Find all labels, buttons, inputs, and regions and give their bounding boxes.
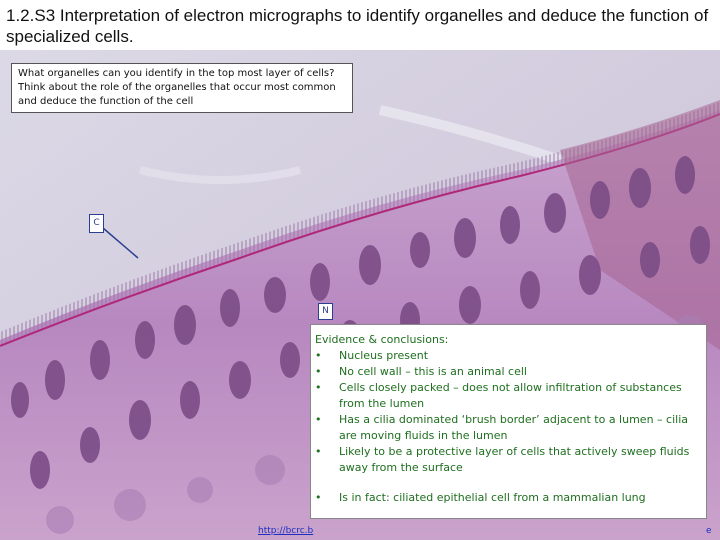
bullet: • — [315, 381, 322, 394]
bullet: • — [315, 445, 322, 458]
bullet: • — [315, 491, 322, 504]
evidence-item: • Cells closely packed – does not allow infiltration of substances from the lumen — [315, 381, 682, 410]
bullet: • — [315, 413, 322, 426]
title-bar — [0, 0, 720, 50]
evidence-heading: Evidence & conclusions: — [315, 333, 449, 346]
label-c: C — [89, 214, 104, 233]
evidence-item: • Has a cilia dominated ‘brush border’ adjacent to a lumen – cilia are moving fluids in the lumen — [315, 413, 688, 442]
evidence-list — [315, 348, 702, 506]
evidence-item: • Likely to be a protective layer of cells that actively sweep fluids away from the surface — [315, 445, 690, 474]
question-box: What organelles can you identify in the top most layer of cells? Think about the role of the organelles that occur most common and deduce the function of the cell — [11, 63, 353, 113]
evidence-item: • No cell wall – this is an animal cell — [315, 365, 527, 378]
source-link[interactable]: http://bcrc.b — [258, 526, 314, 536]
source-link-end[interactable]: e — [706, 526, 712, 536]
bullet: • — [315, 365, 322, 378]
evidence-item: • Nucleus present — [315, 349, 429, 362]
bullet: • — [315, 349, 322, 362]
evidence-item: • Is in fact: ciliated epithelial cell from a mammalian lung — [315, 491, 646, 504]
label-n: N — [318, 303, 333, 320]
evidence-box — [310, 324, 707, 519]
slide-title: 1.2.S3 Interpretation of electron micrographs to identify organelles and deduce the function of specialized cells. — [6, 6, 709, 46]
